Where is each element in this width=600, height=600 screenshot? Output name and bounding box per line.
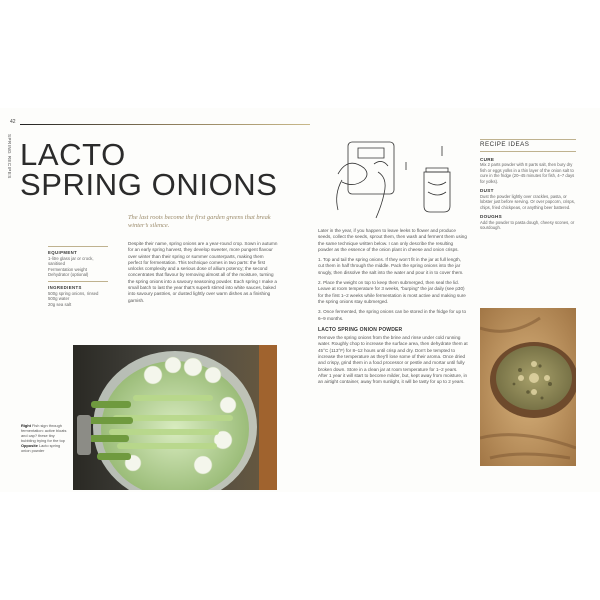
- method-step: 1. Top and tail the spring onions. If they won’t fit in the jar at full length, cut them in half through the middle. Pack the spring onions into the jar snugly, then dissolve the salt into the water and pour it in to cover them.: [318, 257, 464, 275]
- title-line: LACTO: [20, 137, 126, 172]
- body-text-left: Despite their name, spring onions are a year-round crop. Sown in autumn for an early spring harvest, they develop sweeter, more pungent flavour over winter than their spring or summer counterparts, making them perfect for fermentation. This technique comes in two parts: the first unlocks complexity and a serious dose of allium potency; the second concentrates that flavour by removing almost all of the moisture, turning the spring onions into a savoury seasoning powder. Each spring I make a small batch to last the year that’s superb stirred into white sauces, baked into savoury pastries, or dusted lightly over warm dishes as a finishing garnish.: [128, 241, 278, 303]
- ingredient-item: 500g water: [48, 296, 70, 302]
- recipe-ideas-box: [480, 139, 576, 231]
- idea-title: DUST: [480, 188, 494, 193]
- body-text-right: [318, 228, 468, 390]
- idea-title: DOUGHS: [480, 214, 502, 219]
- sidebar-rule: [48, 246, 108, 247]
- ingredient-item: 500g spring onions, rinsed: [48, 290, 99, 296]
- intro-text: The last roots become the first garden greens that break winter’s silence.: [128, 214, 271, 229]
- title-line: SPRING ONIONS: [20, 167, 278, 202]
- idea-text: Add the powder to pasta dough, cheesy scones, or sourdough.: [480, 219, 575, 230]
- equipment-item: Dehydrator (optional): [48, 272, 89, 278]
- caption-label: Opposite: [21, 443, 38, 448]
- caption-label: Right: [21, 423, 31, 428]
- equipment-heading: EQUIPMENT: [48, 250, 78, 255]
- ingredients-heading: INGREDIENTS: [48, 284, 82, 290]
- ingredient-item: 20g sea salt: [48, 301, 72, 307]
- caption-text: Lacto spring onion powder: [21, 443, 61, 453]
- section-tab: SPRING RECIPES: [7, 134, 12, 179]
- caption-text: Fish sign through fermentation: active bloats and cap? these tiny bubbling trying for the top: [21, 423, 67, 443]
- equipment-sidebar: [48, 246, 108, 307]
- sidebar-rule: [48, 281, 108, 282]
- powder-paragraph: Remove the spring onions from the brine and rinse under cold running water. Roughly chop to increase the surface area, then dehydrate them at 45°C (113°F) for 8–12 hours until crisp and dry. Don’t be tempted to increase the temperature as they’ll lose some of their aroma. Once dried and crispy, grind them in a food processor or pestle and mortar until fully broken down. Store in a clean jar at room temperature for 1–2 years. After 1 year it will start to become milder, but, kept away from moisture, in an airtight container, away from sunlight, it will be tasty for up to 2 years.: [318, 335, 468, 385]
- equipment-item: 1-litre glass jar or crock, sanitised: [48, 255, 94, 267]
- idea-text: Mix 2 parts powder with 8 parts salt, then bury dry fish or eggs yolks in a thin layer of the onion salt to cure in the fridge (20–45 minutes for fish, 4–7 days for yolks).: [480, 162, 575, 184]
- idea-title: CURE: [480, 156, 495, 162]
- header-rule: [20, 124, 310, 125]
- equipment-item: Fermentation weight: [48, 266, 87, 272]
- powder-bowl-photo: [480, 308, 576, 466]
- photo-caption: [21, 423, 69, 453]
- jar-illustration: [318, 134, 468, 226]
- method-step: 3. Once fermented, the spring onions can be stored in the fridge for up to 6–9 months.: [318, 309, 467, 321]
- method-step: 2. Place the weight on top to keep them submerged, then seal the lid. Leave at room temperature for 3 weeks, “burping” the jar daily (see p30) for the first 1–2 weeks while fermentation is most active and making sure the spring onions stay submerged.: [318, 280, 466, 304]
- page-title: [20, 137, 278, 202]
- lead-paragraph: Later in the year, if you happen to leave leeks to flower and produce seeds, collect the seeds, sprout them, then wash and ferment them using the same technique written below. I can only describe the resulting powder as the essence of the onion plant in cheese and onion crisps.: [318, 228, 467, 252]
- recipe-ideas-heading: RECIPE IDEAS: [480, 139, 576, 152]
- idea-text: Dust the powder lightly over crackles, pasta, or lobster just before serving. Or over popcorn, crisps, chips, fried chickpeas, or anything beer battered.: [480, 193, 575, 210]
- page-number: 42: [10, 119, 16, 125]
- jar-photo: [73, 345, 277, 490]
- powder-heading: LACTO SPRING ONION POWDER: [318, 326, 403, 333]
